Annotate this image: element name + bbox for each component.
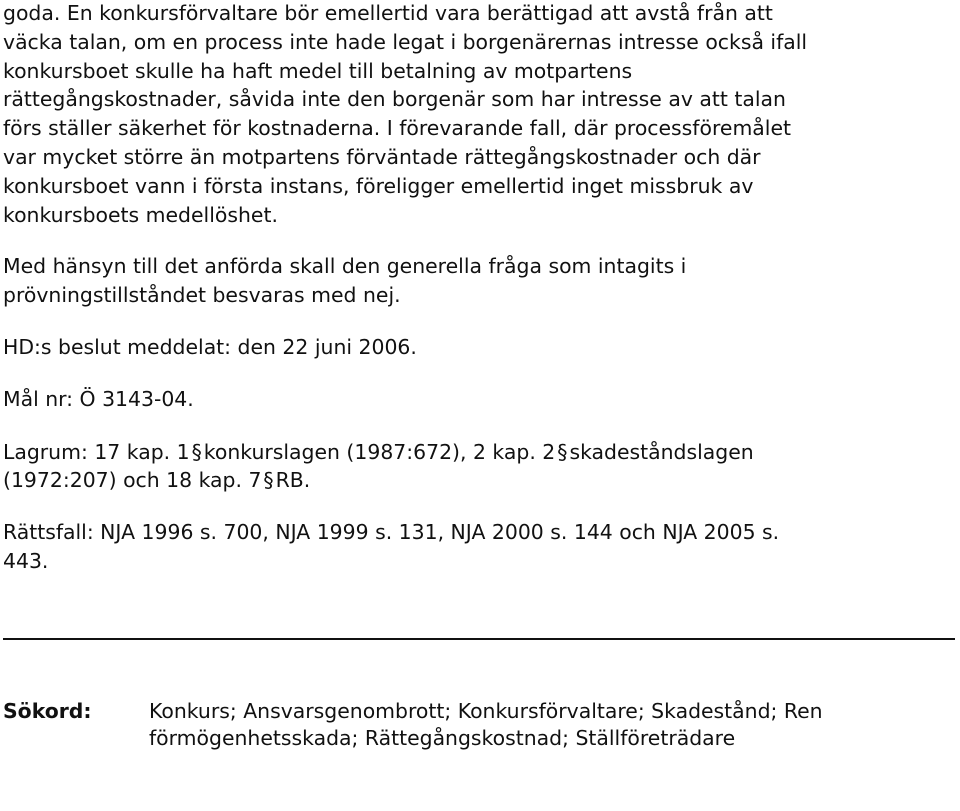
text-line: Mål nr: Ö 3143-04. — [3, 386, 194, 411]
lagrum-text: (1972:207) och 18 kap. 7 — [3, 468, 262, 493]
text-line: konkursboet vann i första instans, föreligger emellertid inget missbruk av — [3, 173, 754, 198]
section-sign-icon: § — [191, 439, 202, 464]
section-sign-icon: § — [557, 439, 568, 464]
horizontal-divider — [3, 638, 955, 640]
text-line: prövningstillståndet besvaras med nej. — [3, 283, 401, 308]
keywords-line: Konkurs; Ansvarsgenombrott; Konkursförvaltare; Skadestånd; Ren — [149, 699, 823, 723]
lagrum-paragraph — [3, 438, 955, 496]
text-line: konkursboets medellöshet. — [3, 202, 278, 227]
keywords-section — [3, 698, 955, 752]
text-line: var mycket större än motpartens förväntade rättegångskostnader och där — [3, 144, 761, 169]
lagrum-text: RB. — [275, 468, 311, 493]
text-line: goda. En konkursförvaltare bör emellertid vara berättigad att avstå från att — [3, 1, 773, 25]
lagrum-text: skadeståndslagen — [569, 439, 754, 464]
text-line: rättegångskostnader, såvida inte den borgenär som har intresse av att talan — [3, 87, 786, 112]
text-line: Rättsfall: NJA 1996 s. 700, NJA 1999 s. 131, NJA 2000 s. 144 och NJA 2005 s. — [3, 520, 780, 545]
text-line: konkursboet skulle ha haft medel till betalning av motpartens — [3, 58, 633, 83]
lagrum-text: Lagrum: 17 kap. 1 — [3, 439, 190, 464]
text-line: Med hänsyn till det anförda skall den generella fråga som intagits i — [3, 254, 687, 279]
text-line: 443. — [3, 548, 49, 573]
document-page — [3, 0, 955, 576]
keywords-line: förmögenhetsskada; Rättegångskostnad; Ställföreträdare — [149, 726, 736, 750]
text-line — [3, 438, 955, 467]
case-references — [3, 518, 955, 576]
paragraph-reasoning — [3, 0, 955, 229]
text-line — [3, 466, 955, 495]
text-line: väcka talan, om en process inte hade legat i borgenärernas intresse också ifall — [3, 29, 808, 54]
keywords-label: Sökord: — [3, 699, 92, 723]
case-number — [3, 385, 955, 414]
paragraph-conclusion — [3, 252, 955, 310]
lagrum-text: konkurslagen (1987:672), 2 kap. 2 — [203, 439, 556, 464]
text-line: förs ställer säkerhet för kostnaderna. I förevarande fall, där processföremålet — [3, 116, 792, 141]
keywords-list — [149, 698, 823, 752]
text-line: HD:s beslut meddelat: den 22 juni 2006. — [3, 334, 417, 359]
section-sign-icon: § — [263, 468, 274, 493]
decision-date — [3, 333, 955, 362]
